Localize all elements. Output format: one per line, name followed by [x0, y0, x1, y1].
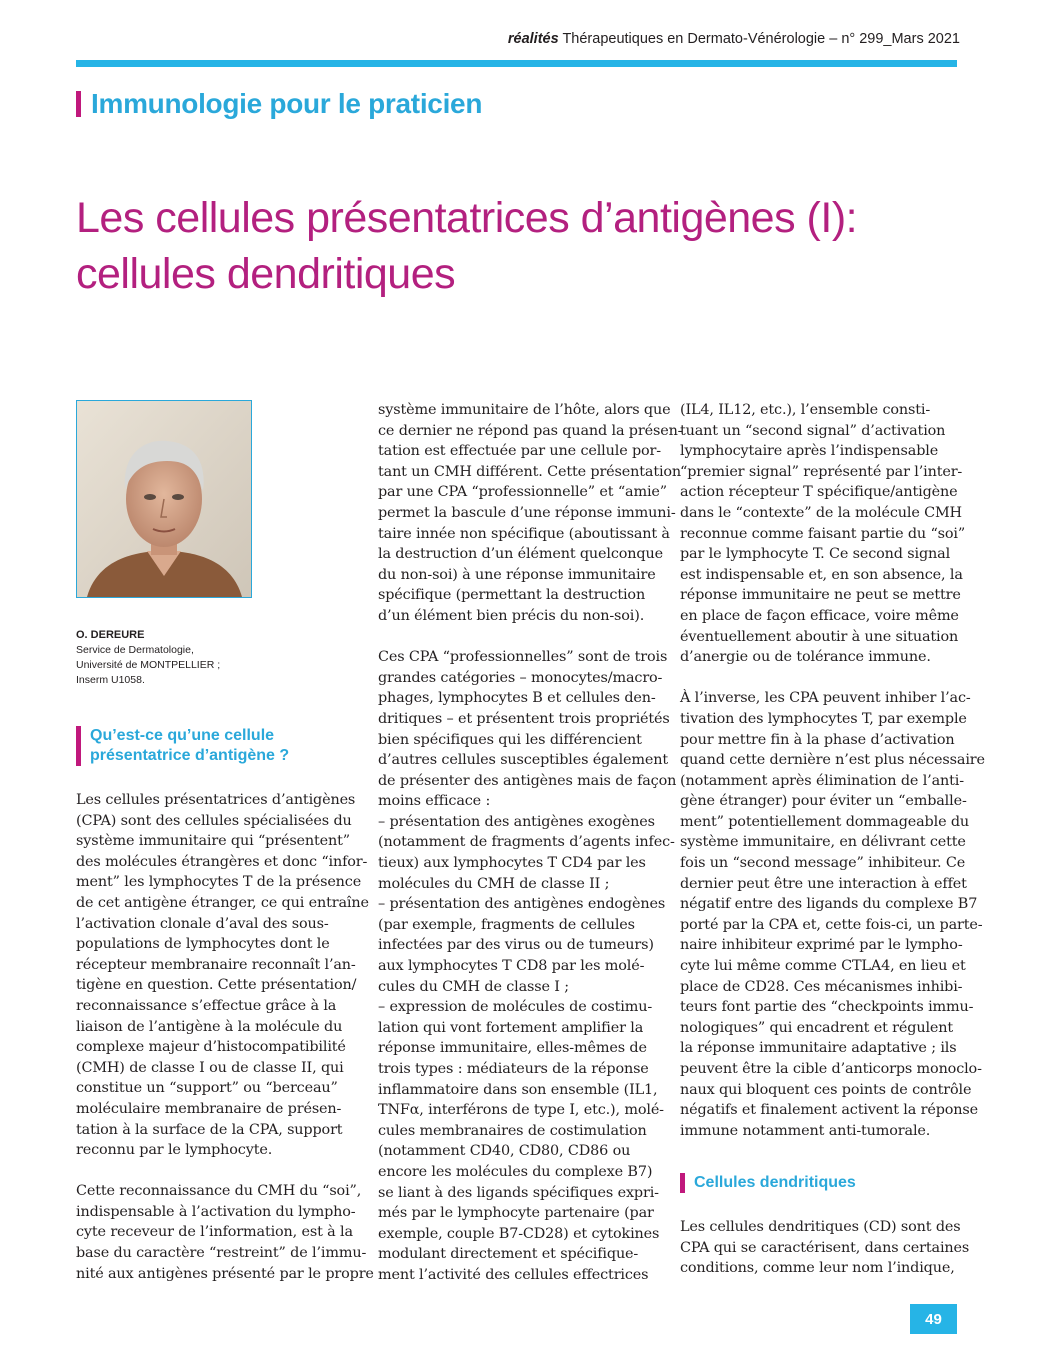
- text-line: cules membranaires de costimulation: [378, 1122, 647, 1139]
- text-line: place de CD28. Ces mécanismes inhibi-: [680, 978, 963, 995]
- text-line: exemple, couple B7-CD28) et cytokines: [378, 1225, 660, 1242]
- text-line: gène étranger) pour éviter un “emballe-: [680, 793, 967, 810]
- text-line: réponse immunitaire ne peut se mettre: [680, 587, 961, 604]
- section-label: Immunologie pour le praticien: [91, 88, 483, 119]
- text-line: indispensable à l’activation du lympho-: [76, 1203, 356, 1220]
- text-line: négatifs et finalement activent la réponse: [680, 1102, 978, 1119]
- text-column-1: [76, 790, 374, 1284]
- text-line: moléculaire membranaire de présen-: [76, 1100, 342, 1117]
- text-line: base du caractère “restreint” de l’immu-: [76, 1245, 367, 1262]
- text-line: de présenter des antigènes mais de façon: [378, 772, 677, 789]
- text-line: système immunitaire qui “présentent”: [76, 833, 351, 850]
- text-line: naux qui bloquent ces points de contrôle: [680, 1081, 972, 1098]
- text-line: À l’inverse, les CPA peuvent inhiber l’ac-: [680, 690, 971, 707]
- text-line: la destruction d’un élément quelconque: [378, 546, 663, 563]
- text-line: (CPA) sont des cellules spécialisées du: [76, 812, 352, 829]
- text-line: du non-soi) à une réponse immunitaire: [378, 566, 656, 583]
- text-line: tieux) aux lymphocytes T CD4 par les: [378, 855, 646, 872]
- text-line: reconnu par le lymphocyte.: [76, 1142, 273, 1159]
- text-line: des molécules étrangères et donc “infor-: [76, 853, 368, 870]
- text-line: permet la bascule d’une réponse immuni-: [378, 504, 676, 521]
- text-line: de cet antigène étranger, ce qui entraîne: [76, 894, 369, 911]
- text-line: més par le lymphocyte partenaire (par: [378, 1205, 654, 1222]
- text-line: dans le “contexte” de la molécule CMH: [680, 504, 962, 521]
- text-line: l’activation clonale d’aval des sous-: [76, 915, 329, 932]
- text-line: peuvent être la cible d’anticorps monoclo-: [680, 1061, 982, 1077]
- text-line: ment” potentiellement dommageable du: [680, 813, 970, 830]
- text-line: fois un “second message” inhibiteur. Ce: [680, 855, 966, 872]
- text-line: immune notamment anti-tumorale.: [680, 1122, 931, 1139]
- running-head: [508, 31, 960, 47]
- text-line: dritiques – et présentent trois propriétés: [378, 710, 670, 727]
- text-line: teurs font partie des “checkpoints immu-: [680, 999, 974, 1016]
- journal-name-bold: réalités: [507, 31, 559, 47]
- text-line: tation est effectuée par une cellule por-: [378, 443, 661, 460]
- text-line: action récepteur T spécifique/antigène: [680, 484, 958, 501]
- text-line: – présentation des antigènes endogènes: [378, 896, 666, 913]
- paragraph-gap: [76, 1161, 356, 1182]
- text-line: est indispensable et, en son absence, la: [680, 566, 963, 583]
- subheading-marker: [76, 726, 81, 766]
- subheading-line-1: Cellules dendritiques: [694, 1174, 856, 1191]
- text-line: molécules du CMH de classe II ;: [378, 875, 610, 892]
- text-line: système immunitaire de l’hôte, alors que: [378, 402, 671, 418]
- subheading-line-2: présentatrice d’antigène ?: [90, 747, 290, 764]
- text-line: cyte lui même comme CTLA4, en lieu et: [680, 958, 966, 975]
- text-line: tuant un “second signal” d’activation: [680, 422, 946, 439]
- text-line: – présentation des antigènes exogènes: [378, 813, 655, 830]
- text-column-3: [680, 400, 985, 1141]
- text-line: modulant directement et spécifique-: [378, 1246, 639, 1263]
- text-line: – expression de molécules de costimu-: [378, 999, 653, 1016]
- text-line: système immunitaire, en délivrant cette: [680, 834, 966, 851]
- text-line: taire innée non spécifique (aboutissant à: [378, 525, 670, 542]
- text-line: cyte receveur de l’information, est à la: [76, 1224, 353, 1241]
- text-line: (CMH) de classe I ou de classe II, qui: [76, 1059, 344, 1076]
- author-affiliation-1: Service de Dermatologie,: [76, 644, 194, 656]
- text-line: complexe majeur d’histocompatibilité: [76, 1039, 346, 1056]
- text-line: lymphocytaire après l’indispensable: [680, 443, 939, 460]
- text-line: conditions, comme leur nom l’indique,: [680, 1260, 955, 1277]
- text-line: spécifique (permettant la destruction: [378, 587, 646, 604]
- text-line: (notamment de fragments d’agents infec-: [378, 834, 675, 851]
- text-line: phages, lymphocytes B et cellules den-: [378, 690, 656, 707]
- subheading-dendritic-cells: [680, 1173, 856, 1193]
- text-line: grandes catégories – monocytes/macro-: [378, 669, 663, 686]
- text-line: d’un élément bien précis du non-soi).: [378, 607, 645, 624]
- text-line: (notamment CD40, CD80, CD86 ou: [378, 1143, 631, 1160]
- text-line: naire inhibiteur exprimé par le lympho-: [680, 937, 963, 954]
- title-line-1: Les cellules présentatrices d’antigènes (I):: [76, 194, 858, 242]
- text-line: négatif entre des ligands du complexe B7: [680, 896, 978, 913]
- author-affiliation-3: Inserm U1058.: [76, 674, 145, 686]
- text-line: quand cette dernière n’est plus nécessaire: [680, 752, 985, 769]
- section-marker: [76, 91, 81, 117]
- text-line: d’autres cellules susceptibles également: [378, 752, 669, 769]
- text-line: moins efficace :: [378, 793, 491, 810]
- author-affiliation-2: Université de MONTPELLIER ;: [76, 659, 221, 671]
- subheading-line-1: Qu’est-ce qu’une cellule: [90, 727, 275, 744]
- text-line: Ces CPA “professionnelles” sont de trois: [378, 649, 668, 666]
- text-line: liaison de l’antigène à la molécule du: [76, 1018, 343, 1035]
- text-line: en place de façon efficace, voire même: [680, 607, 959, 624]
- text-line: se liant à des ligands spécifiques expri-: [378, 1184, 659, 1201]
- text-line: CPA qui se caractérisent, dans certaines: [680, 1239, 970, 1256]
- text-line: tant un CMH différent. Cette présentation: [378, 463, 682, 480]
- text-line: (notamment après élimination de l’anti-: [680, 772, 964, 789]
- author-photo: [76, 400, 252, 598]
- text-line: populations de lymphocytes dont le: [76, 936, 330, 953]
- text-line: dernier peut être une interaction à effet: [680, 875, 967, 892]
- text-line: bien spécifiques qui les différencient: [378, 731, 642, 748]
- text-line: tigène en question. Cette présentation/: [76, 977, 357, 994]
- text-line: encore les molécules du complexe B7): [378, 1163, 653, 1180]
- text-line: TNFα, interférons de type I, etc.), molé-: [378, 1102, 664, 1119]
- text-line: constitue un “support” ou “berceau”: [76, 1080, 338, 1097]
- top-rule: [76, 60, 957, 67]
- text-line: la réponse immunitaire adaptative ; ils: [680, 1040, 957, 1057]
- title-line-2: cellules dendritiques: [76, 250, 456, 298]
- text-line: ment l’activité des cellules effectrices: [378, 1266, 649, 1283]
- text-line: Les cellules présentatrices d’antigènes: [76, 792, 356, 808]
- text-line: trois types : médiateurs de la réponse: [378, 1061, 649, 1077]
- text-line: lation qui vont fortement amplifier la: [378, 1019, 644, 1036]
- text-line: ce dernier ne répond pas quand la présen-: [378, 422, 683, 439]
- text-line: par le lymphocyte T. Ce second signal: [680, 546, 951, 563]
- text-column-3-continued: [680, 1217, 970, 1279]
- text-line: nologiques” qui encadrent et régulent: [680, 1019, 954, 1036]
- text-line: éventuellement aboutir à une situation: [680, 628, 959, 645]
- text-line: d’anergie ou de tolérance immune.: [680, 649, 931, 666]
- author-name: O. DEREURE: [76, 629, 145, 641]
- text-line: récepteur membranaire reconnaît l’an-: [76, 956, 356, 973]
- text-line: infectées par des virus ou de tumeurs): [378, 937, 654, 954]
- text-line: reconnue comme faisant partie du “soi”: [680, 525, 966, 542]
- subheading-what-is-cpa: [76, 726, 289, 766]
- text-column-2: [378, 400, 683, 1286]
- text-line: (IL4, IL12, etc.), l’ensemble consti-: [680, 402, 931, 418]
- text-line: aux lymphocytes T CD8 par les molé-: [378, 958, 645, 975]
- paragraph-gap: [378, 627, 658, 648]
- author-block: [76, 628, 266, 688]
- text-line: nité aux antigènes présenté par le propre: [76, 1265, 374, 1282]
- text-line: Les cellules dendritiques (CD) sont des: [680, 1219, 961, 1235]
- text-line: par une CPA “professionnelle” et “amie”: [378, 484, 667, 501]
- text-line: tivation des lymphocytes T, par exemple: [680, 710, 967, 727]
- text-line: cules du CMH de classe I ;: [378, 978, 569, 995]
- page-number: 49: [910, 1304, 957, 1334]
- text-line: “premier signal” représenté par l’inter-: [680, 463, 963, 480]
- author-portrait-image: [77, 401, 251, 597]
- journal-issue: Thérapeutiques en Dermato-Vénérologie – n° 299_Mars 2021: [558, 31, 960, 47]
- section-heading: [76, 88, 482, 120]
- article-title: [76, 190, 976, 302]
- text-line: pour mettre fin à la phase d’activation: [680, 731, 955, 748]
- paragraph-gap: [680, 668, 960, 689]
- text-line: réponse immunitaire, elles-mêmes de: [378, 1040, 647, 1057]
- text-line: (par exemple, fragments de cellules: [378, 916, 635, 933]
- text-line: porté par la CPA et, cette fois-ci, un parte-: [680, 916, 983, 933]
- text-line: inflammatoire dans son ensemble (IL1,: [378, 1081, 658, 1098]
- subheading-marker: [680, 1173, 685, 1193]
- text-line: Cette reconnaissance du CMH du “soi”,: [76, 1183, 362, 1200]
- text-line: tation à la surface de la CPA, support: [76, 1121, 343, 1138]
- text-line: ment” les lymphocytes T de la présence: [76, 874, 362, 891]
- text-line: reconnaissance s’effectue grâce à la: [76, 997, 337, 1014]
